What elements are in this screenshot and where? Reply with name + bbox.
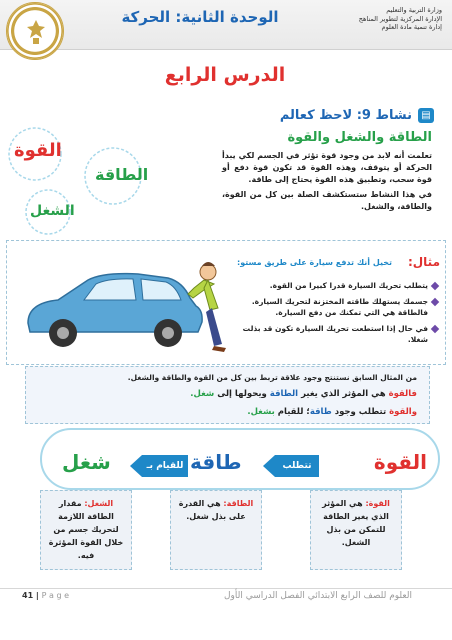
flow-energy: طاقة	[190, 450, 242, 474]
lesson-title: الدرس الرابع	[164, 64, 286, 86]
conclusion-text: هي المؤثر الذي يغير	[298, 389, 389, 399]
flow-force: القوة	[373, 450, 427, 474]
ministry-block	[312, 6, 442, 32]
activity-subtitle: الطاقة والشغل والقوة	[287, 130, 432, 145]
ministry-line: الإدارة المركزية لتطوير المناهج	[358, 14, 442, 23]
concept-force: القوة	[14, 140, 62, 161]
list-item: يتطلب تحريك السيارة قدرا كبيرا من القوة.	[238, 280, 438, 291]
conclusion-line: من المثال السابق نستنتج وجود علاقة تربط بين كل من القوة والطاقة والشغل.	[127, 373, 417, 382]
arrow-requires: تتطلب	[275, 455, 319, 477]
definition-term: الطاقة:	[223, 499, 254, 508]
definition-text: مقدار الطاقة اللازمة لتحريك جسم من خلال القوة المؤثرة فيه.	[48, 499, 124, 560]
definition-energy	[170, 490, 262, 570]
eagle-icon	[25, 18, 47, 46]
arrow-to-do: للقيام بـ	[142, 455, 188, 477]
list-item: جسمك يستهلك طاقته المختزنة لتحريك السيارة. فالطاقة هي التي تمكنك من دفع السيارة.	[238, 296, 438, 318]
term-work: بشغل.	[247, 407, 275, 417]
activity-heading	[214, 108, 434, 123]
page-label: P a g e	[41, 591, 69, 600]
activity-title: نشاط 9: لاحظ كعالم	[279, 108, 412, 123]
concept-work: الشغل	[30, 203, 75, 219]
term-energy: الطاقة	[269, 389, 299, 399]
definition-text: هي المؤثر الذي يغير الطاقة للتمكن من بذل الشغل.	[322, 499, 389, 547]
example-list	[238, 280, 438, 350]
footer-text: العلوم للصف الرابع الابتدائي الفصل الدراسي الأول	[223, 591, 412, 601]
intro-text	[222, 150, 432, 216]
example-title: تخيل أنك تدفع سيارة على طريق مستو:	[237, 258, 392, 267]
term-force: فالقوة	[388, 389, 417, 399]
conclusion-text: ؛ للقيام	[274, 407, 310, 417]
definition-text: هي القدرة على بذل شغل.	[178, 499, 246, 521]
example-label: مثال:	[407, 255, 440, 269]
ministry-line: وزارة التربية والتعليم	[386, 6, 442, 14]
conclusion-text: ويحولها إلى	[214, 389, 270, 399]
definition-term: الشغل:	[84, 499, 114, 508]
ministry-line: إدارة تنمية مادة العلوم	[381, 23, 442, 31]
concept-energy: الطاقة	[95, 165, 149, 184]
term-work: شغل.	[190, 389, 215, 399]
definition-term: القوة:	[365, 499, 390, 508]
term-energy: طاقة	[309, 407, 332, 417]
page-number-value: 41	[22, 591, 34, 600]
intro-paragraph: تعلمت أنه لابد من وجود قوة تؤثر في الجسم لكي يبدأ الحركة أو يتوقف، وهذه القوة قد تكون قوة دفع أو قوة سحب، وتطبيق هذه القوة يحتاج إلى طاقة.	[222, 151, 432, 184]
definition-force	[310, 490, 402, 570]
definition-work	[40, 490, 132, 570]
page-number: 41 | P a g e	[22, 591, 69, 600]
flow-work: شغل	[62, 450, 111, 474]
ministry-seal-logo	[6, 2, 64, 60]
conclusion-box	[25, 366, 430, 424]
page-footer	[0, 588, 452, 608]
conclusion-line	[247, 407, 417, 417]
page-header	[0, 0, 452, 50]
intro-paragraph: في هذا النشاط ستستكشف الصلة بين كل من القوة، والطاقة، والشغل.	[222, 190, 432, 211]
conclusion-text: تتطلب وجود	[331, 407, 390, 417]
list-item: في حال إذا استطعت تحريك السيارة تكون قد بذلت شغلا.	[238, 323, 438, 345]
man-pushing-car-illustration	[18, 248, 228, 358]
unit-title: الوحدة الثانية: الحركة	[121, 8, 279, 26]
term-force: والقوة	[389, 407, 417, 417]
book-icon: ▤	[418, 108, 434, 123]
conclusion-line	[190, 389, 417, 399]
